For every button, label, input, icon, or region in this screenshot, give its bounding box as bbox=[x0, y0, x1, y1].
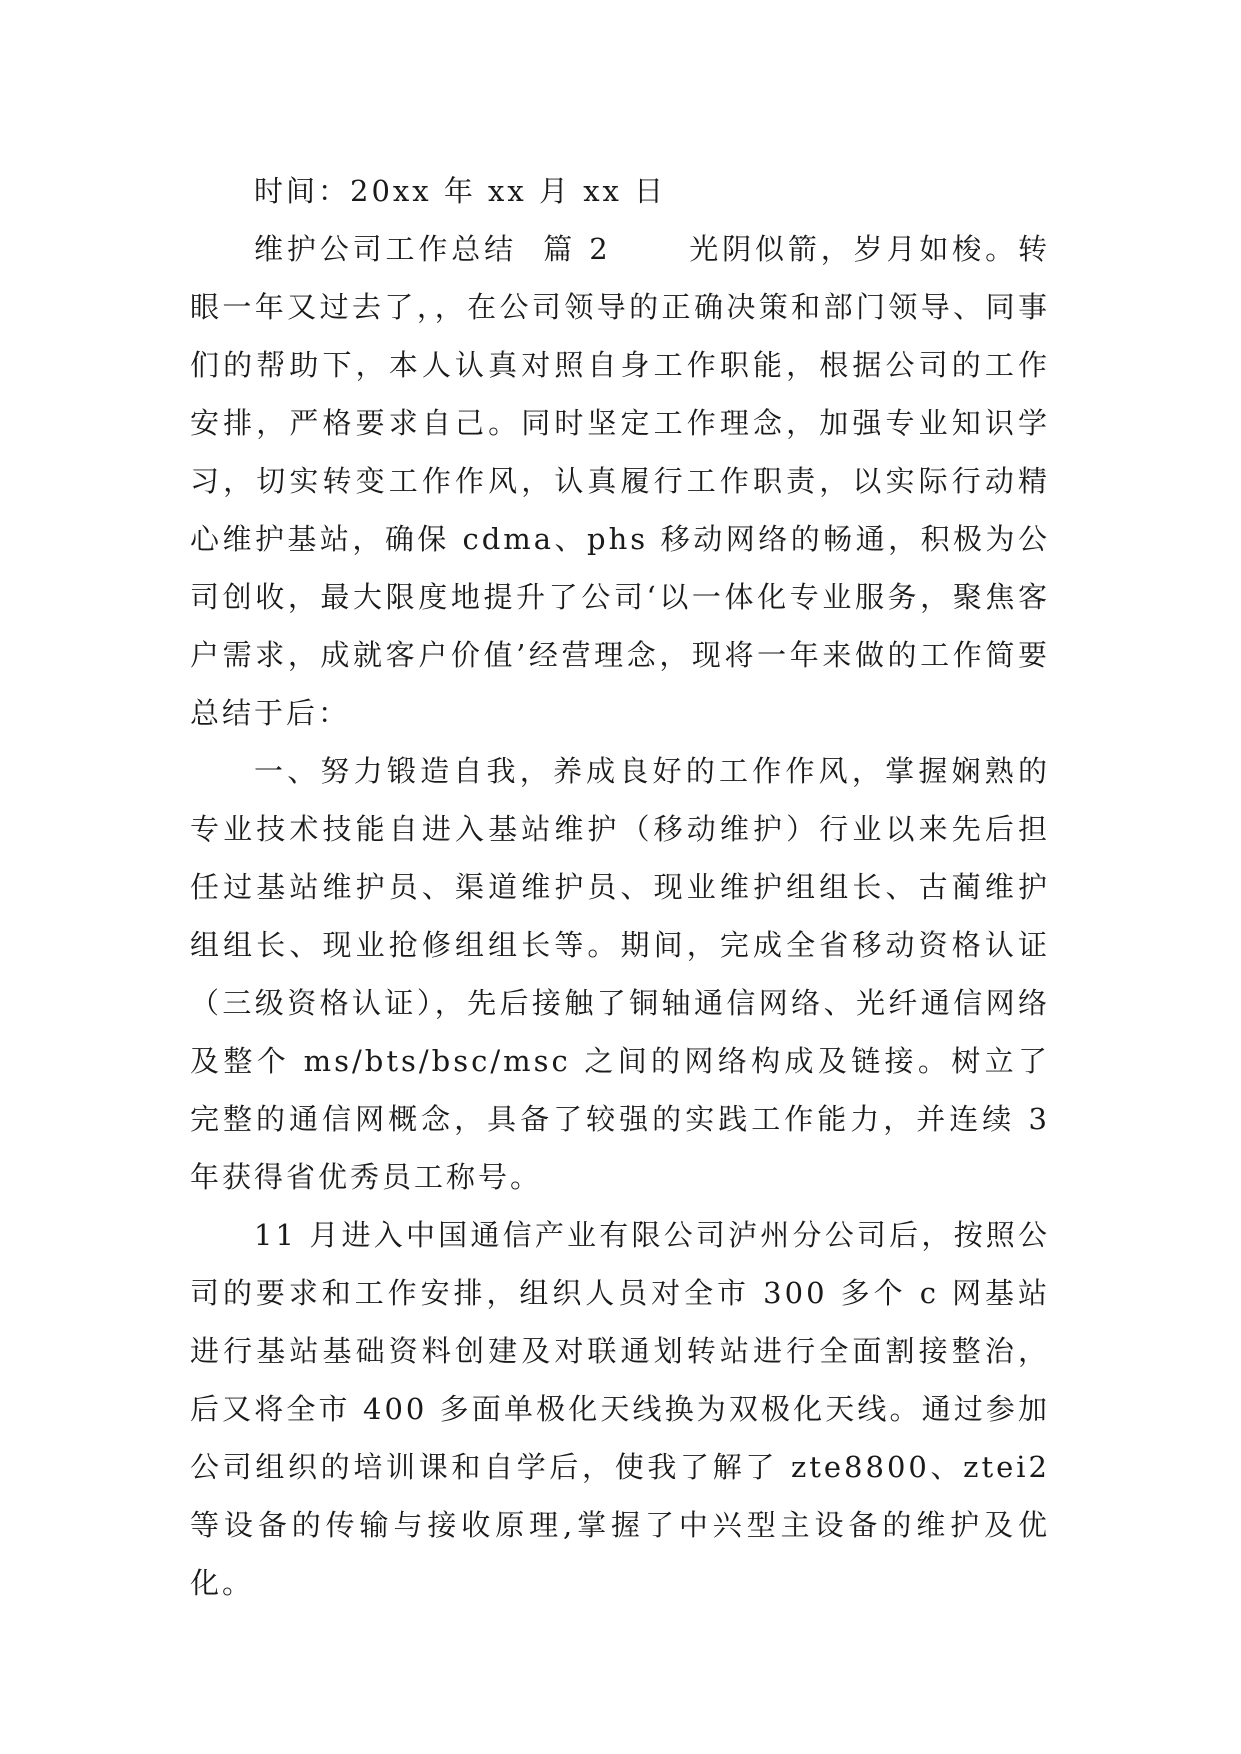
paragraph-section-one: 一、努力锻造自我，养成良好的工作作风，掌握娴熟的专业技术技能自进入基站维护（移动维护）行业以来先后担任过基站维护员、渠道维护员、现业维护组组长、古蔺维护组组长、现业抢修组组长等。期间，完成全省移动资格认证（三级资格认证），先后接触了铜轴通信网络、光纤通信网络及整个 ms/bts/bsc/msc 之间的网络构成及链接。树立了完整的通信网概念，具备了较强的实践工作能力，并连续 3 年获得省优秀员工称号。 bbox=[190, 754, 1063, 1194]
document-body bbox=[190, 162, 1063, 1612]
paragraph-november: 11 月进入中国通信产业有限公司泸州分公司后，按照公司的要求和工作安排，组织人员对全市 300 多个 c 网基站进行基站基础资料创建及对联通划转站进行全面割接整治，后又将全市 400 多面单极化天线换为双极化天线。通过参加公司组织的培训课和自学后，使我了解了 zte8800、ztei2 等设备的传输与接收原理,掌握了中兴型主设备的维护及优化。 bbox=[190, 1218, 1063, 1600]
date-line: 时间：20xx 年 xx 月 xx 日 bbox=[254, 174, 667, 208]
paragraph-intro: 维护公司工作总结 篇 2 光阴似箭，岁月如梭。转眼一年又过去了，，在公司领导的正确决策和部门领导、同事们的帮助下，本人认真对照自身工作职能，根据公司的工作安排，严格要求自己。同时坚定工作理念，加强专业知识学习，切实转变工作作风，认真履行工作职责，以实际行动精心维护基站，确保 cdma、phs 移动网络的畅通，积极为公司创收，最大限度地提升了公司‘以一体化专业服务，聚焦客户需求，成就客户价值’经营理念，现将一年来做的工作简要总结于后： bbox=[190, 232, 1050, 730]
